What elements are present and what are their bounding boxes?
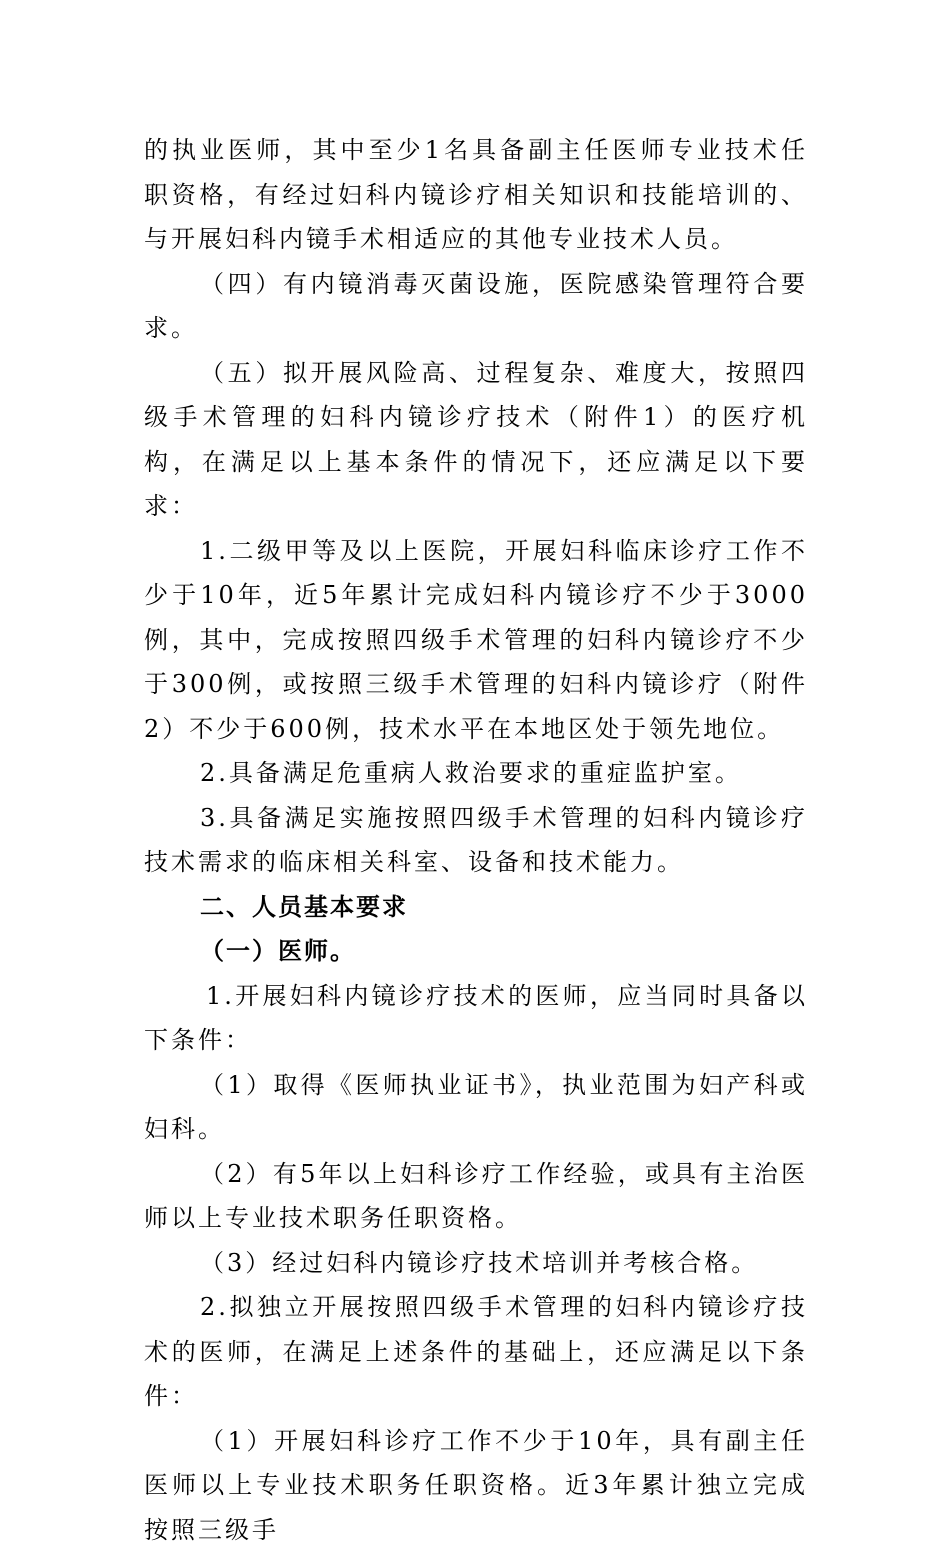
section-heading-personnel: 二、人员基本要求 [144,885,808,930]
paragraph-physician-2-1: （1）开展妇科诊疗工作不少于10年，具有副主任医师以上专业技术职务任职资格。近3年累计独立完成按照三级手 [144,1419,808,1552]
paragraph-requirement-3: 3.具备满足实施按照四级手术管理的妇科内镜诊疗技术需求的临床相关科室、设备和技术能力。 [144,796,808,885]
paragraph-physician-1: 1.开展妇科内镜诊疗技术的医师，应当同时具备以下条件： [144,974,808,1063]
paragraph-physician-2: 2.拟独立开展按照四级手术管理的妇科内镜诊疗技术的医师，在满足上述条件的基础上，还应满足以下条件： [144,1285,808,1419]
subsection-heading-physician: （一）医师。 [144,929,808,974]
paragraph-physician-1-2: （2）有5年以上妇科诊疗工作经验，或具有主治医师以上专业技术职务任职资格。 [144,1152,808,1241]
paragraph-requirement-2: 2.具备满足危重病人救治要求的重症监护室。 [144,751,808,796]
paragraph-item-4: （四）有内镜消毒灭菌设施，医院感染管理符合要求。 [144,262,808,351]
paragraph-physician-1-3: （3）经过妇科内镜诊疗技术培训并考核合格。 [144,1241,808,1286]
paragraph-item-5: （五）拟开展风险高、过程复杂、难度大，按照四级手术管理的妇科内镜诊疗技术（附件1）的医疗机构，在满足以上基本条件的情况下，还应满足以下要求： [144,351,808,529]
paragraph-physician-1-1: （1）取得《医师执业证书》，执业范围为妇产科或妇科。 [144,1063,808,1152]
document-body [144,128,808,1552]
paragraph-personnel-continuation: 的执业医师，其中至少1名具备副主任医师专业技术任职资格，有经过妇科内镜诊疗相关知识和技能培训的、与开展妇科内镜手术相适应的其他专业技术人员。 [144,128,808,262]
paragraph-requirement-1: 1.二级甲等及以上医院，开展妇科临床诊疗工作不少于10年，近5年累计完成妇科内镜诊疗不少于3000例，其中，完成按照四级手术管理的妇科内镜诊疗不少于300例，或按照三级手术管理的妇科内镜诊疗（附件2）不少于600例，技术水平在本地区处于领先地位。 [144,529,808,752]
